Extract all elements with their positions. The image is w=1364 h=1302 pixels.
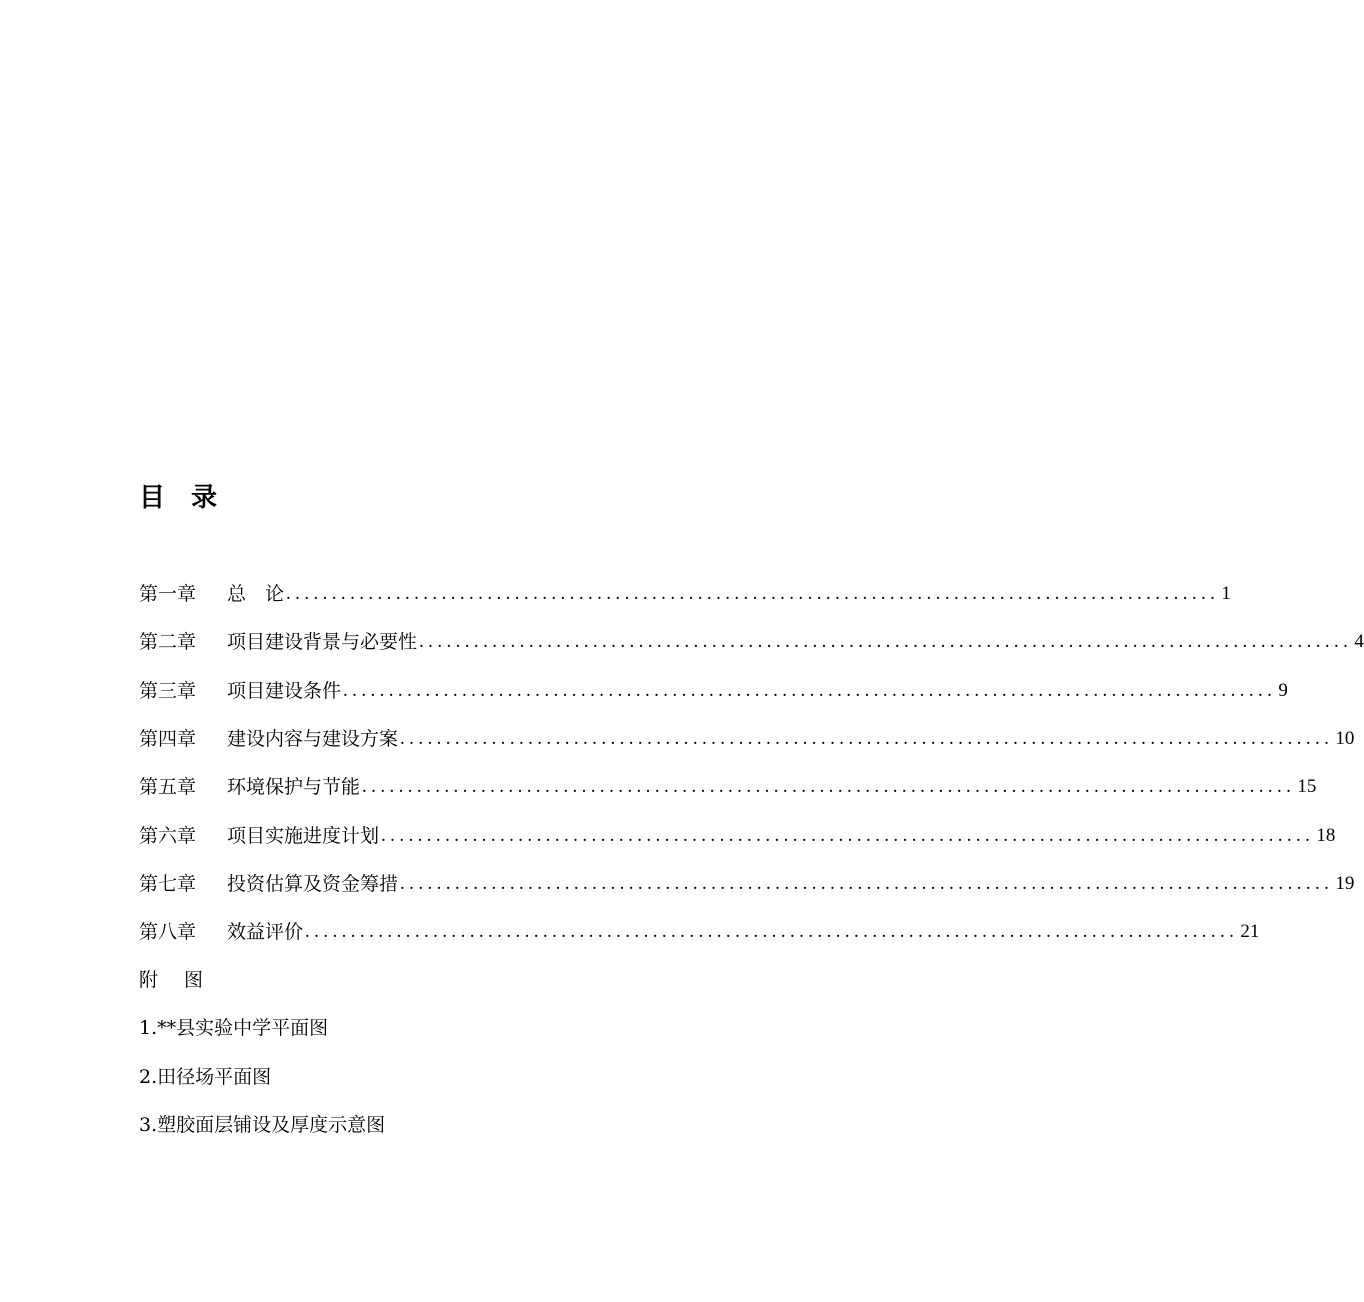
toc-page-number: 4 xyxy=(1354,631,1364,653)
toc-page-number: 9 xyxy=(1278,679,1288,701)
title-char-1: 目 xyxy=(139,483,166,513)
toc-title: 投资估算及资金筹措 xyxy=(227,872,399,895)
appendix-item-1[interactable]: 1.**县实验中学平面图 xyxy=(139,1017,329,1040)
toc-leader-dots: ...................................................................................................... xyxy=(305,921,1239,943)
toc-title: 总 论 xyxy=(227,583,285,606)
toc-entry-2[interactable] xyxy=(139,618,1364,666)
toc-entry-5[interactable] xyxy=(139,763,1317,811)
toc-page-number: 10 xyxy=(1335,728,1355,750)
toc-title: 项目建设条件 xyxy=(227,679,342,702)
toc-entry-3[interactable] xyxy=(139,667,1288,715)
toc-page-number: 19 xyxy=(1335,872,1355,894)
toc-leader-dots: ...................................................................................................... xyxy=(419,631,1353,653)
toc-chapter-label: 第五章 xyxy=(139,776,197,799)
toc-page-number: 15 xyxy=(1297,776,1317,798)
appendix-heading-char-1: 附 xyxy=(139,969,159,991)
toc-title: 效益评价 xyxy=(227,921,304,944)
toc-chapter-label: 第四章 xyxy=(139,728,197,751)
toc-entry-7[interactable] xyxy=(139,860,1355,908)
toc-chapter-label: 第六章 xyxy=(139,824,197,847)
toc-leader-dots: ...................................................................................................... xyxy=(400,872,1334,894)
toc-page-number: 18 xyxy=(1316,824,1336,846)
toc-page-number: 1 xyxy=(1221,583,1231,605)
toc-chapter-label: 第三章 xyxy=(139,679,197,702)
toc-title: 项目建设背景与必要性 xyxy=(227,631,418,654)
appendix-heading xyxy=(139,956,780,1004)
toc-leader-dots: ...................................................................................................... xyxy=(343,679,1277,701)
toc-leader-dots: ...................................................................................................... xyxy=(286,583,1220,605)
toc-entry-4[interactable] xyxy=(139,715,1355,763)
appendix-heading-char-2: 图 xyxy=(184,969,204,991)
toc-entry-6[interactable] xyxy=(139,811,1336,859)
page-title xyxy=(139,478,217,518)
toc-chapter-label: 第七章 xyxy=(139,872,197,895)
toc-title: 环境保护与节能 xyxy=(227,776,361,799)
toc-page-number: 21 xyxy=(1240,921,1260,943)
table-of-contents xyxy=(139,570,1364,956)
toc-title: 建设内容与建设方案 xyxy=(227,728,399,751)
appendix-item-2[interactable]: 2.田径场平面图 xyxy=(139,1065,272,1088)
toc-title: 项目实施进度计划 xyxy=(227,824,380,847)
toc-leader-dots: ...................................................................................................... xyxy=(400,728,1334,750)
toc-entry-1[interactable] xyxy=(139,570,1231,618)
appendix-item-3[interactable]: 3.塑胶面层铺设及厚度示意图 xyxy=(139,1113,386,1136)
toc-chapter-label: 第一章 xyxy=(139,583,197,606)
toc-chapter-label: 第二章 xyxy=(139,631,197,654)
toc-entry-8[interactable] xyxy=(139,908,1260,956)
toc-leader-dots: ...................................................................................................... xyxy=(362,776,1296,798)
title-char-2: 录 xyxy=(191,483,218,513)
toc-chapter-label: 第八章 xyxy=(139,921,197,944)
toc-leader-dots: ...................................................................................................... xyxy=(381,824,1315,846)
appendix-section xyxy=(139,956,780,1149)
